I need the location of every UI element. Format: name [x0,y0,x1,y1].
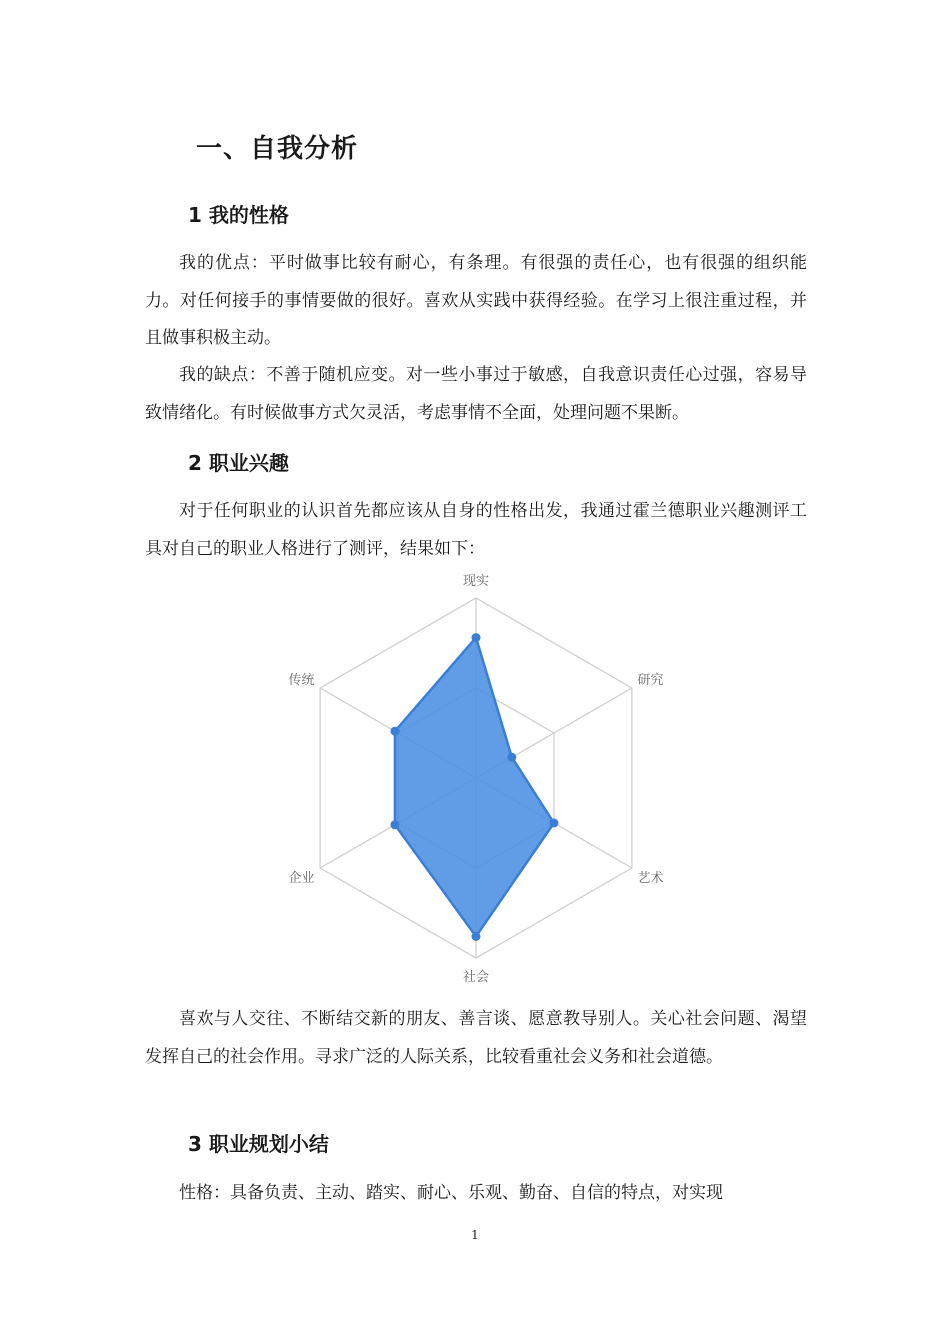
radar-data-point [472,633,481,642]
interest-summary-paragraph: 喜欢与人交往、不断结交新的朋友、善言谈、愿意教导别人。关心社会问题、渴望发挥自己的社会作用。寻求广泛的人际关系，比较看重社会义务和社会道德。 [145,1009,807,1067]
strengths-paragraph: 我的优点：平时做事比较有耐心，有条理。有很强的责任心，也有很强的组织能力。对任何接手的事情要做的很好。喜欢从实践中获得经验。在学习上很注重过程，并且做事积极主动。 [145,253,807,348]
radar-axis-label: 艺术 [637,871,664,886]
weaknesses-paragraph: 我的缺点：不善于随机应变。对一些小事过于敏感，自我意识责任心过强，容易导致情绪化。有时候做事方式欠灵活，考虑事情不全面，处理问题不果断。 [145,365,807,423]
radar-data-point [507,753,516,762]
page-number: 1 [471,1228,479,1242]
radar-data-point [549,819,558,828]
radar-data-point [390,727,399,736]
summary-paragraph: 性格：具备负责、主动、踏实、耐心、乐观、勤奋、自信的特点，对实现 [179,1183,723,1203]
radar-axis-label: 企业 [288,871,315,886]
radar-data-point [472,932,481,941]
radar-axis-label: 传统 [288,673,315,688]
personality-heading: 1 我的性格 [188,203,289,227]
section-title: 一、自我分析 [196,134,359,164]
radar-data-point [390,820,399,829]
radar-axis-label: 社会 [462,970,490,985]
interest-heading: 2 职业兴趣 [188,451,289,475]
radar-axis-label: 现实 [462,574,490,589]
radar-axis-label: 研究 [637,673,664,688]
summary-heading: 3 职业规划小结 [188,1132,329,1156]
radar-data-area [395,638,554,937]
holland-radar-chart [250,570,700,985]
interest-intro-paragraph: 对于任何职业的认识首先都应该从自身的性格出发，我通过霍兰德职业兴趣测评工具对自己的职业人格进行了测评，结果如下： [145,501,807,559]
